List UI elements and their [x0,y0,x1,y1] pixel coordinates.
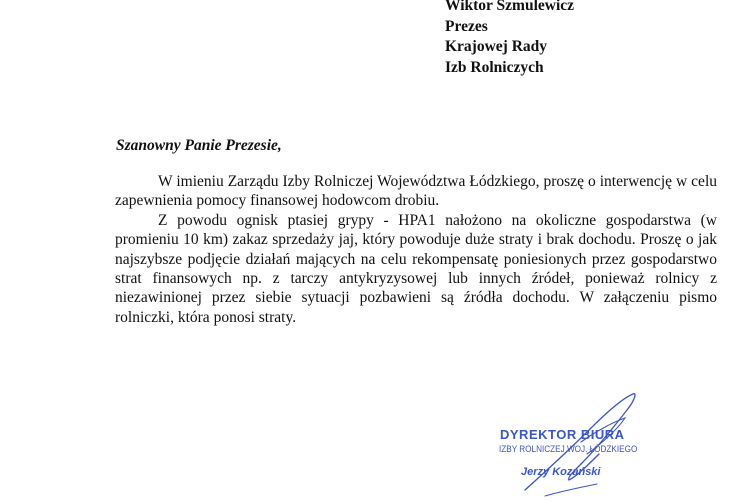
stamp-subtitle: IZBY ROLNICZEJ WOJ. ŁÓDZKIEGO [499,444,638,455]
letter-body [115,172,717,327]
addressee-block [445,0,574,78]
salutation: Szanowny Panie Prezesie, [116,137,282,154]
paragraph-details: Z powodu ognisk ptasiej grypy - HPA1 nałożono na okoliczne gospodarstwa (w promieniu 10 km) zakaz sprzedaży jaj, który powoduje duże straty i brak dochodu. Proszę o jak najszybsze podjęcie działań mających na celu rekompensatę poniesionych przez gospodarstwo strat finansowych np. z tarczy antykryzysowej lub innych źródeł, ponieważ rolnicy z niezawinionej przez siebie sytuacji pozbawieni są źródła dochodu. W załączeniu pismo rolniczki, która ponosi straty. [115,211,717,326]
stamp-name: Jerzy Kozański [521,466,601,478]
director-stamp [497,424,657,501]
handwritten-signature [497,392,657,501]
stamp-title: DYREKTOR BIURA [500,427,625,442]
addressee-name: Wiktor Szmulewicz [445,0,575,14]
addressee-organization-line2: Izb Rolniczych [445,58,544,76]
paragraph-request: W imieniu Zarządu Izby Rolniczej Województwa Łódzkiego, proszę o interwencję w celu zapewnienia pomocy finansowej hodowcom drobiu. [115,173,717,210]
addressee-organization-line1: Krajowej Rady [445,38,548,55]
addressee-position: Prezes [445,17,488,35]
